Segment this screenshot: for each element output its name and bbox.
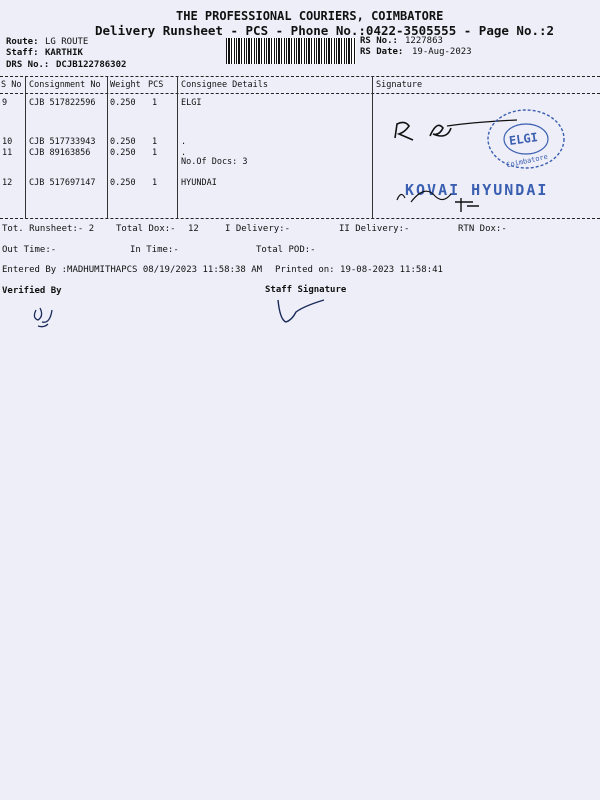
row-pcs: 1 (152, 98, 158, 108)
row-sno: 10 (2, 137, 13, 147)
elgi-stamp-ring-text: Coimbatore (505, 152, 549, 170)
rs-no-value: 1227863 (405, 36, 443, 46)
row-consignee: . (181, 137, 187, 147)
row-consignee: . (181, 148, 187, 158)
total-dox-label: Total Dox:- (116, 224, 176, 234)
table-header-rule (0, 93, 600, 94)
barcode (226, 38, 356, 64)
printed-on: Printed on: 19-08-2023 11:58:41 (275, 265, 443, 275)
row-sno: 9 (2, 98, 8, 108)
row-weight: 0.250 (110, 98, 136, 108)
drs-value: DCJB122786302 (56, 60, 127, 70)
rs-date-value: 19-Aug-2023 (412, 47, 472, 57)
ii-delivery: II Delivery:- (339, 224, 410, 234)
total-pod: Total POD:- (256, 245, 316, 255)
route-value: LG ROUTE (45, 37, 89, 47)
total-dox-value: 12 (188, 224, 199, 234)
row-sno: 11 (2, 148, 13, 158)
col-divider (25, 76, 26, 218)
row-consignment: CJB 517822596 (29, 98, 96, 108)
company-name: THE PROFESSIONAL COURIERS, COIMBATORE (176, 9, 444, 23)
verified-by-signature (30, 302, 60, 330)
drs-label: DRS No.: (6, 60, 50, 70)
row-weight: 0.250 (110, 178, 136, 188)
document-subtitle: Delivery Runsheet - PCS - Phone No.:0422-3505555 - Page No.:2 (95, 23, 555, 38)
row-weight: 0.250 (110, 137, 136, 147)
col-header-consignment: Consignment No (29, 80, 101, 90)
in-time: In Time:- (130, 245, 179, 255)
col-header-weight: Weight (110, 80, 141, 90)
staff-signature-mark (274, 296, 334, 328)
col-divider (372, 76, 373, 218)
i-delivery: I Delivery:- (225, 224, 291, 234)
out-time: Out Time:- (2, 245, 57, 255)
row-weight: 0.250 (110, 148, 136, 158)
row-note: No.Of Docs: 3 (181, 157, 248, 167)
elgi-stamp-text: ELGI (508, 130, 539, 148)
row-pcs: 1 (152, 148, 158, 158)
row-consignment: CJB 517697147 (29, 178, 96, 188)
col-header-signature: Signature (376, 80, 423, 90)
col-header-sno: S No (1, 80, 22, 90)
rs-date-label: RS Date: (360, 47, 404, 57)
col-header-consignee: Consignee Details (181, 80, 268, 90)
entered-by: Entered By :MADHUMITHAPCS 08/19/2023 11:58:38 AM (2, 265, 263, 275)
row-consignee: ELGI (181, 98, 202, 108)
staff-signature-label: Staff Signature (265, 285, 347, 295)
route-label: Route: (6, 37, 39, 47)
table-top-rule (0, 76, 600, 77)
signature-row-12 (395, 180, 505, 216)
staff-value: KARTHIK (45, 48, 83, 58)
row-pcs: 1 (152, 178, 158, 188)
row-consignee: HYUNDAI (181, 178, 217, 188)
row-sno: 12 (2, 178, 13, 188)
col-divider (107, 76, 108, 218)
total-runsheet: Tot. Runsheet:- 2 (2, 224, 95, 234)
rtn-dox: RTN Dox:- (458, 224, 507, 234)
staff-label: Staff: (6, 48, 39, 58)
table-bottom-rule (0, 218, 600, 219)
row-consignment: CJB 517733943 (29, 137, 96, 147)
verified-by-label: Verified By (2, 286, 62, 296)
row-consignment: CJB 89163856 (29, 148, 91, 158)
row-pcs: 1 (152, 137, 158, 147)
col-divider (177, 76, 178, 218)
kovai-hyundai-stamp: KOVAI HYUNDAI (405, 181, 549, 199)
rs-no-label: RS No.: (360, 36, 398, 46)
col-header-pcs: PCS (148, 80, 164, 90)
